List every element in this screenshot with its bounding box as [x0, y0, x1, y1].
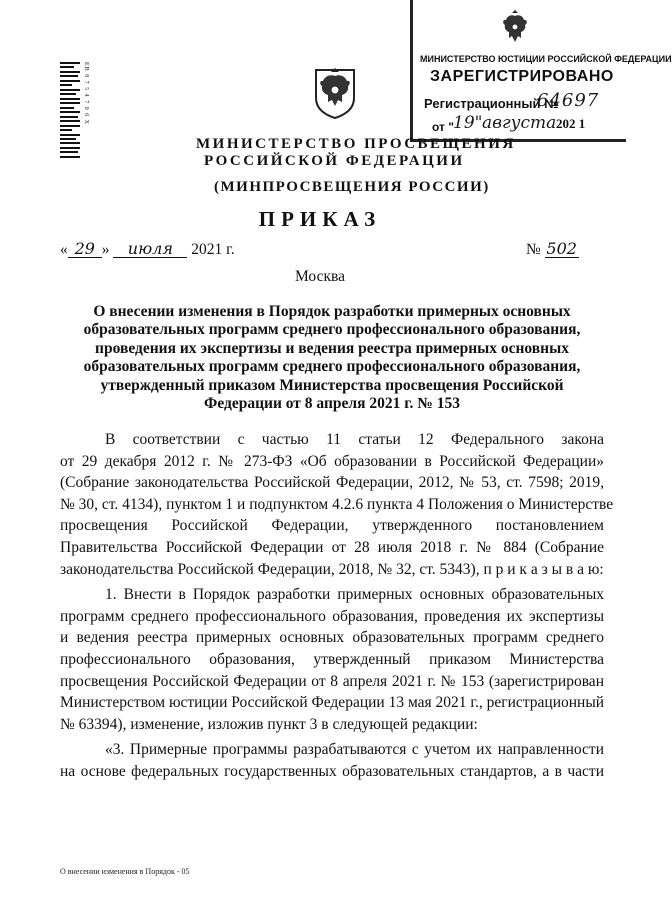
stamp-emblem-icon: [498, 10, 532, 50]
body-line: от 29 декабря 2012 г. № 273-ФЗ «Об образовании в Российской Федерации»: [60, 452, 604, 470]
body-line: 1. Внести в Порядок разработки примерных основных образовательных: [105, 586, 604, 604]
order-date: [60, 241, 235, 259]
body-line: просвещения Российской Федерации, утвержденного постановлением: [60, 517, 604, 535]
body-line: № 63394), изменение, изложив пункт 3 в следующей редакции:: [60, 715, 478, 733]
stamp-ministry: МИНИСТЕРСТВО ЮСТИЦИИ РОССИЙСКОЙ ФЕДЕРАЦИИ: [420, 54, 672, 64]
stamp-date-month: августа: [482, 113, 557, 133]
coat-of-arms-emblem: [310, 64, 360, 120]
body-line: законодательства Российской Федерации, 2018, № 32, ст. 5343),: [60, 560, 480, 578]
ministry-short-name: (МИНПРОСВЕЩЕНИЯ РОССИИ): [214, 179, 490, 195]
body-line-with-order: [60, 559, 604, 581]
order-number-label: №: [526, 241, 541, 258]
stamp-date-year: 202 1: [556, 116, 586, 131]
body-line: и ведения реестра примерных основных образовательных программ среднего: [60, 629, 604, 647]
body-line: программ среднего профессионального образования, проведения их экспертизы: [60, 607, 604, 625]
date-day: 29: [68, 241, 102, 258]
order-number-value: 502: [546, 239, 577, 258]
stamp-date-day: 19": [453, 113, 483, 133]
barcode: [60, 62, 80, 158]
stamp-registered: ЗАРЕГИСТРИРОВАНО: [430, 68, 614, 85]
stamp-regno-label: Регистрационный №: [424, 96, 559, 111]
body-line: Министерством юстиции Российской Федерации 13 мая 2021 г., регистрационный: [60, 694, 605, 712]
city: Москва: [295, 268, 345, 285]
document-title: ПРИКАЗ: [258, 207, 382, 231]
body-line: В соответствии с частью 11 статьи 12 Федерального закона: [105, 431, 604, 448]
body-line: профессионального образования, утвержденный приказом Министерства: [60, 650, 604, 668]
date-month: июля: [113, 241, 187, 258]
body-line: (Собрание законодательства Российской Федерации, 2012, № 53, ст. 7598; 2019,: [60, 474, 604, 492]
body-line: «3. Примерные программы разрабатываются с учетом их направленности: [105, 741, 604, 759]
date-open-quote: «: [60, 241, 68, 258]
order-number: [526, 241, 579, 259]
order-subject: О внесении изменения в Порядок разработки примерных основных образовательных программ среднего профессионального образования, проведения их экспертизы и ведения реестра примерных основных образовательных программ среднего профессионального образования, утвержденный приказом Министерства просвещения Российской Федерации от 8 апреля 2021 г. № 153: [83, 303, 581, 413]
ministry-name-line2: РОССИЙСКОЙ ФЕДЕРАЦИИ: [204, 153, 465, 169]
body-line: просвещения Российской Федерации от 8 апреля 2021 г. № 153 (зарегистрирован: [60, 672, 604, 690]
date-year: 2021 г.: [191, 241, 235, 258]
order-word: п р и к а з ы в а ю:: [483, 560, 604, 578]
ministry-name-line1: МИНИСТЕРСТВО ПРОСВЕЩЕНИЯ: [196, 136, 516, 152]
stamp-regno-value: 64697: [537, 90, 600, 111]
barcode-digits: ЕВ 8 7 5 4 7 0 6 Х: [83, 62, 89, 125]
stamp-date-prefix: от ": [432, 120, 454, 134]
page-footer: О внесении изменения в Порядок - 05: [60, 867, 190, 876]
order-body: [60, 429, 614, 783]
body-line: Правительства Российской Федерации от 28 июля 2018 г. № 884 (Собрание: [60, 538, 604, 556]
body-line: № 30, ст. 4134), пунктом 1 и подпунктом 4.2.6 пункта 4 Положения о Министерстве: [60, 495, 614, 513]
body-line: на основе федеральных государственных образовательных стандартов, а в части: [60, 762, 604, 780]
date-close-quote: »: [101, 241, 110, 258]
